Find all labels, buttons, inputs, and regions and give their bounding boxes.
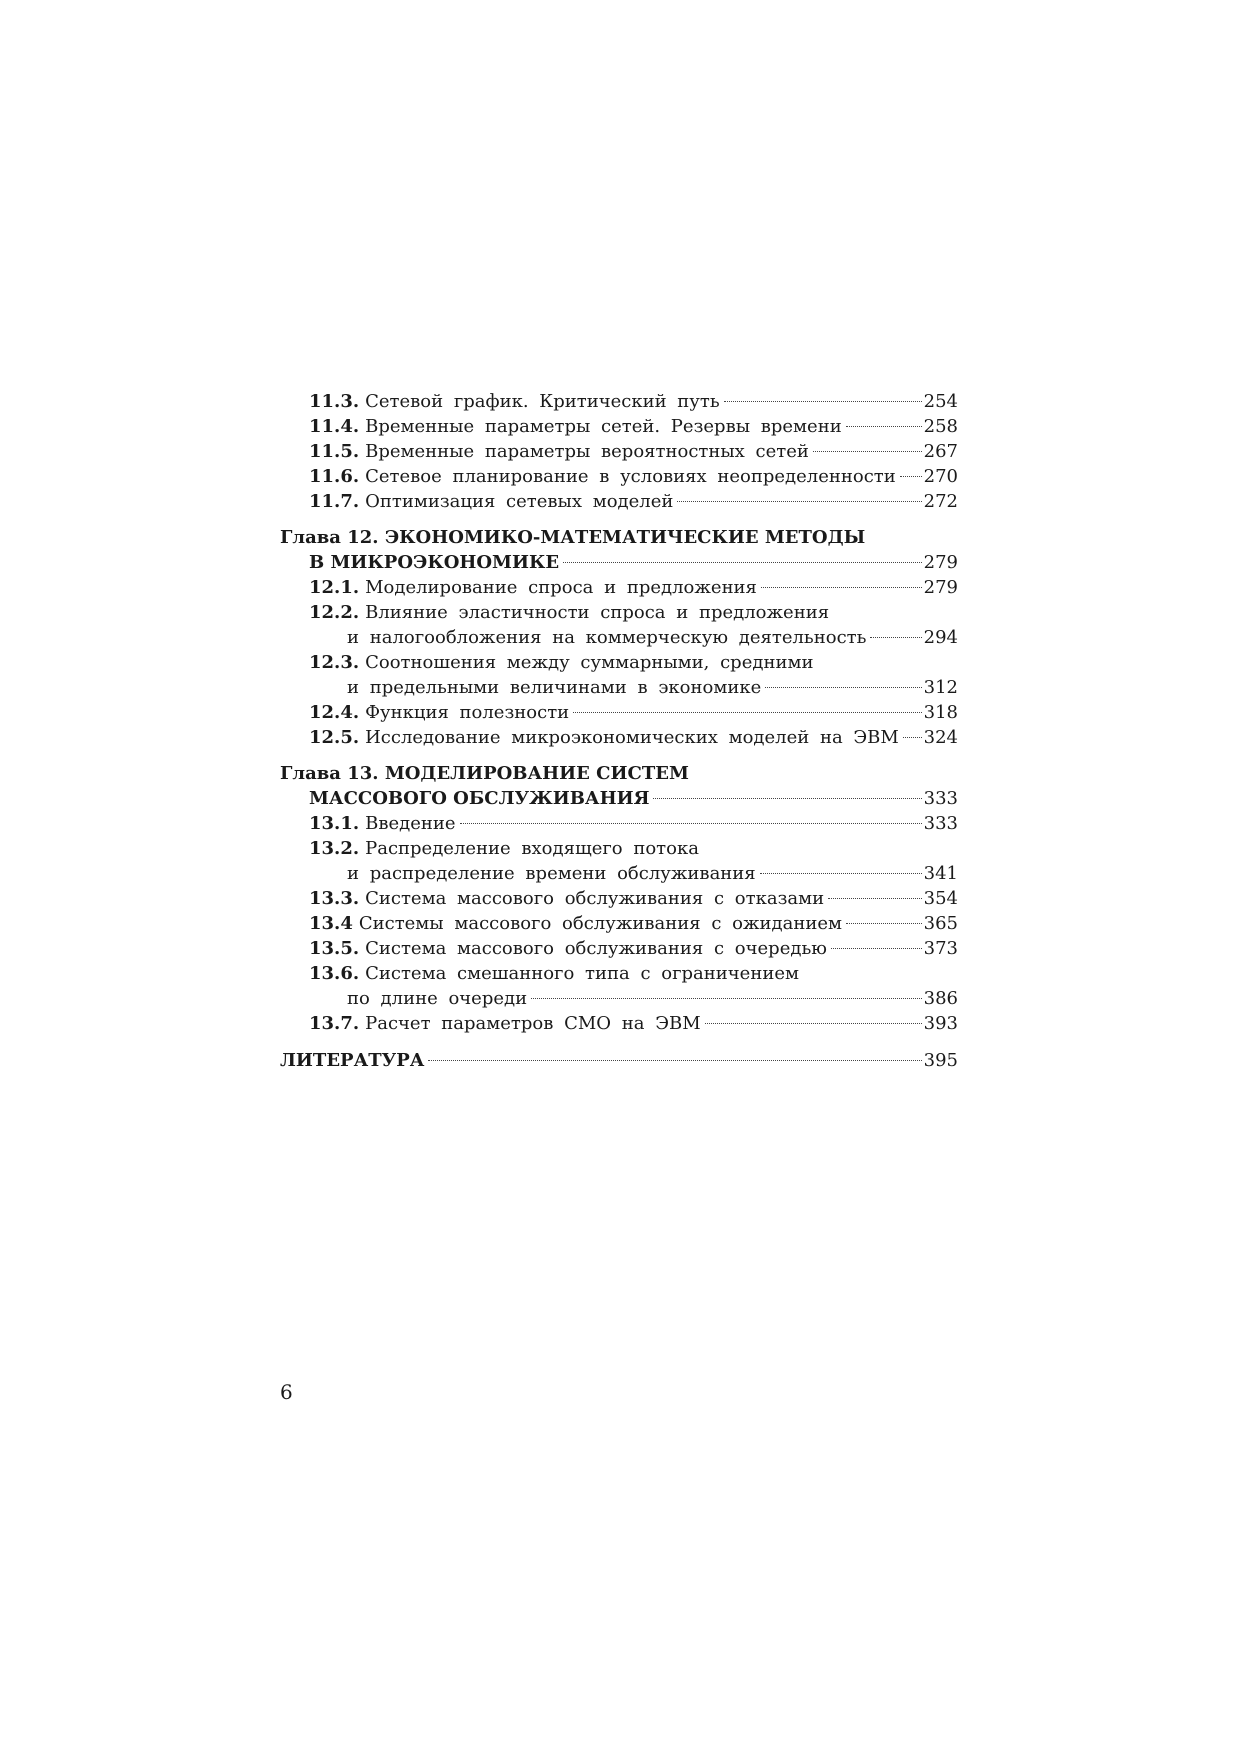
chapter-title-cont: МАССОВОГО ОБСЛУЖИВАНИЯ — [309, 788, 650, 809]
section-number: 13.1. — [309, 813, 360, 834]
toc-entry-12-2[interactable] — [280, 600, 958, 625]
dot-leader — [573, 712, 921, 713]
section-number: 12.3. — [309, 652, 360, 673]
toc-chapter-13-cont[interactable] — [280, 786, 958, 811]
toc-entry-13-6-cont[interactable] — [280, 986, 958, 1011]
section-number: 12.5. — [309, 727, 360, 748]
dot-leader — [428, 1060, 921, 1061]
toc-entry-11-4[interactable] — [280, 414, 958, 439]
toc-literature[interactable] — [280, 1048, 958, 1073]
dot-leader — [831, 948, 922, 949]
toc-entry-12-3-cont[interactable] — [280, 675, 958, 700]
section-title-cont: и налогообложения на коммерческую деятельность — [347, 627, 867, 648]
table-of-contents — [280, 389, 958, 1073]
page-number: 279 — [923, 552, 958, 573]
section-title: Соотношения между суммарными, средними — [365, 652, 814, 673]
section-number: 13.3. — [309, 888, 360, 909]
section-title-cont: и предельными величинами в экономике — [347, 677, 762, 698]
section-number: 11.5. — [309, 441, 360, 462]
toc-entry-13-3[interactable] — [280, 886, 958, 911]
section-number: 13.6. — [309, 963, 360, 984]
dot-leader — [900, 476, 922, 477]
section-number: 12.2. — [309, 602, 360, 623]
page-number: 386 — [923, 988, 958, 1009]
dot-leader — [653, 798, 921, 799]
section-title: Системы массового обслуживания с ожиданием — [358, 913, 842, 934]
spacer — [280, 750, 958, 761]
toc-entry-11-5[interactable] — [280, 439, 958, 464]
section-number: 13.5. — [309, 938, 360, 959]
dot-leader — [563, 562, 922, 563]
section-number: 13.7. — [309, 1013, 360, 1034]
toc-entry-11-7[interactable] — [280, 489, 958, 514]
page-number: 318 — [923, 702, 958, 723]
page-number: 254 — [923, 391, 958, 412]
section-title: Сетевой график. Критический путь — [365, 391, 720, 412]
toc-entry-13-2-cont[interactable] — [280, 861, 958, 886]
dot-leader — [828, 898, 922, 899]
toc-chapter-12-cont[interactable] — [280, 550, 958, 575]
literature-title: ЛИТЕРАТУРА — [280, 1050, 425, 1071]
dot-leader — [677, 501, 921, 502]
dot-leader — [846, 923, 922, 924]
section-number: 11.6. — [309, 466, 360, 487]
toc-entry-12-5[interactable] — [280, 725, 958, 750]
spacer — [280, 1036, 958, 1048]
section-title: Влияние эластичности спроса и предложения — [365, 602, 830, 623]
section-title: Система массового обслуживания с отказами — [365, 888, 825, 909]
chapter-title-cont: В МИКРОЭКОНОМИКЕ — [309, 552, 560, 573]
page-number: 258 — [923, 416, 958, 437]
page-number: 365 — [923, 913, 958, 934]
section-title: Исследование микроэкономических моделей на ЭВМ — [365, 727, 899, 748]
toc-entry-13-7[interactable] — [280, 1011, 958, 1036]
spacer — [280, 514, 958, 525]
dot-leader — [765, 687, 921, 688]
page-folio: 6 — [280, 1380, 293, 1404]
section-title: Моделирование спроса и предложения — [365, 577, 757, 598]
dot-leader — [846, 426, 922, 427]
dot-leader — [870, 637, 921, 638]
toc-entry-11-6[interactable] — [280, 464, 958, 489]
section-title: Временные параметры сетей. Резервы времени — [365, 416, 842, 437]
section-title: Система массового обслуживания с очередью — [365, 938, 827, 959]
section-title: Введение — [365, 813, 456, 834]
toc-chapter-12[interactable] — [280, 525, 958, 550]
page-number: 333 — [923, 813, 958, 834]
toc-entry-12-4[interactable] — [280, 700, 958, 725]
section-number: 11.7. — [309, 491, 360, 512]
toc-entry-13-4[interactable] — [280, 911, 958, 936]
dot-leader — [760, 873, 922, 874]
dot-leader — [531, 998, 922, 999]
page-number: 333 — [923, 788, 958, 809]
section-number: 12.4. — [309, 702, 360, 723]
page-number: 312 — [923, 677, 958, 698]
page-number: 270 — [923, 466, 958, 487]
dot-leader — [460, 823, 922, 824]
section-title: Временные параметры вероятностных сетей — [365, 441, 809, 462]
page-number: 279 — [923, 577, 958, 598]
page-number: 341 — [923, 863, 958, 884]
section-title: Сетевое планирование в условиях неопределенности — [365, 466, 896, 487]
chapter-label: Глава 12. — [280, 527, 379, 548]
page-number: 373 — [923, 938, 958, 959]
chapter-title: МОДЕЛИРОВАНИЕ СИСТЕМ — [384, 763, 689, 784]
section-title-cont: по длине очереди — [347, 988, 528, 1009]
chapter-title: ЭКОНОМИКО-МАТЕМАТИЧЕСКИЕ МЕТОДЫ — [384, 527, 866, 548]
toc-entry-13-2[interactable] — [280, 836, 958, 861]
section-number: 13.2. — [309, 838, 360, 859]
toc-entry-11-3[interactable] — [280, 389, 958, 414]
dot-leader — [761, 587, 922, 588]
section-number: 12.1. — [309, 577, 360, 598]
dot-leader — [813, 451, 922, 452]
section-title: Расчет параметров СМО на ЭВМ — [365, 1013, 701, 1034]
page-number: 395 — [923, 1050, 958, 1071]
toc-entry-12-1[interactable] — [280, 575, 958, 600]
page-number: 267 — [923, 441, 958, 462]
toc-entry-12-3[interactable] — [280, 650, 958, 675]
page-number: 272 — [923, 491, 958, 512]
toc-entry-13-5[interactable] — [280, 936, 958, 961]
section-title-cont: и распределение времени обслуживания — [347, 863, 756, 884]
dot-leader — [724, 401, 922, 402]
toc-entry-13-6[interactable] — [280, 961, 958, 986]
toc-entry-12-2-cont[interactable] — [280, 625, 958, 650]
page-number: 294 — [923, 627, 958, 648]
section-number: 13.4 — [309, 913, 353, 934]
page-number: 354 — [923, 888, 958, 909]
section-number: 11.4. — [309, 416, 360, 437]
section-title: Распределение входящего потока — [365, 838, 699, 859]
toc-chapter-13[interactable] — [280, 761, 958, 786]
section-title: Система смешанного типа с ограничением — [365, 963, 799, 984]
dot-leader — [705, 1023, 922, 1024]
section-title: Оптимизация сетевых моделей — [365, 491, 674, 512]
dot-leader — [903, 737, 922, 738]
toc-entry-13-1[interactable] — [280, 811, 958, 836]
section-number: 11.3. — [309, 391, 360, 412]
chapter-label: Глава 13. — [280, 763, 379, 784]
page-number: 324 — [923, 727, 958, 748]
section-title: Функция полезности — [365, 702, 570, 723]
page-number: 393 — [923, 1013, 958, 1034]
